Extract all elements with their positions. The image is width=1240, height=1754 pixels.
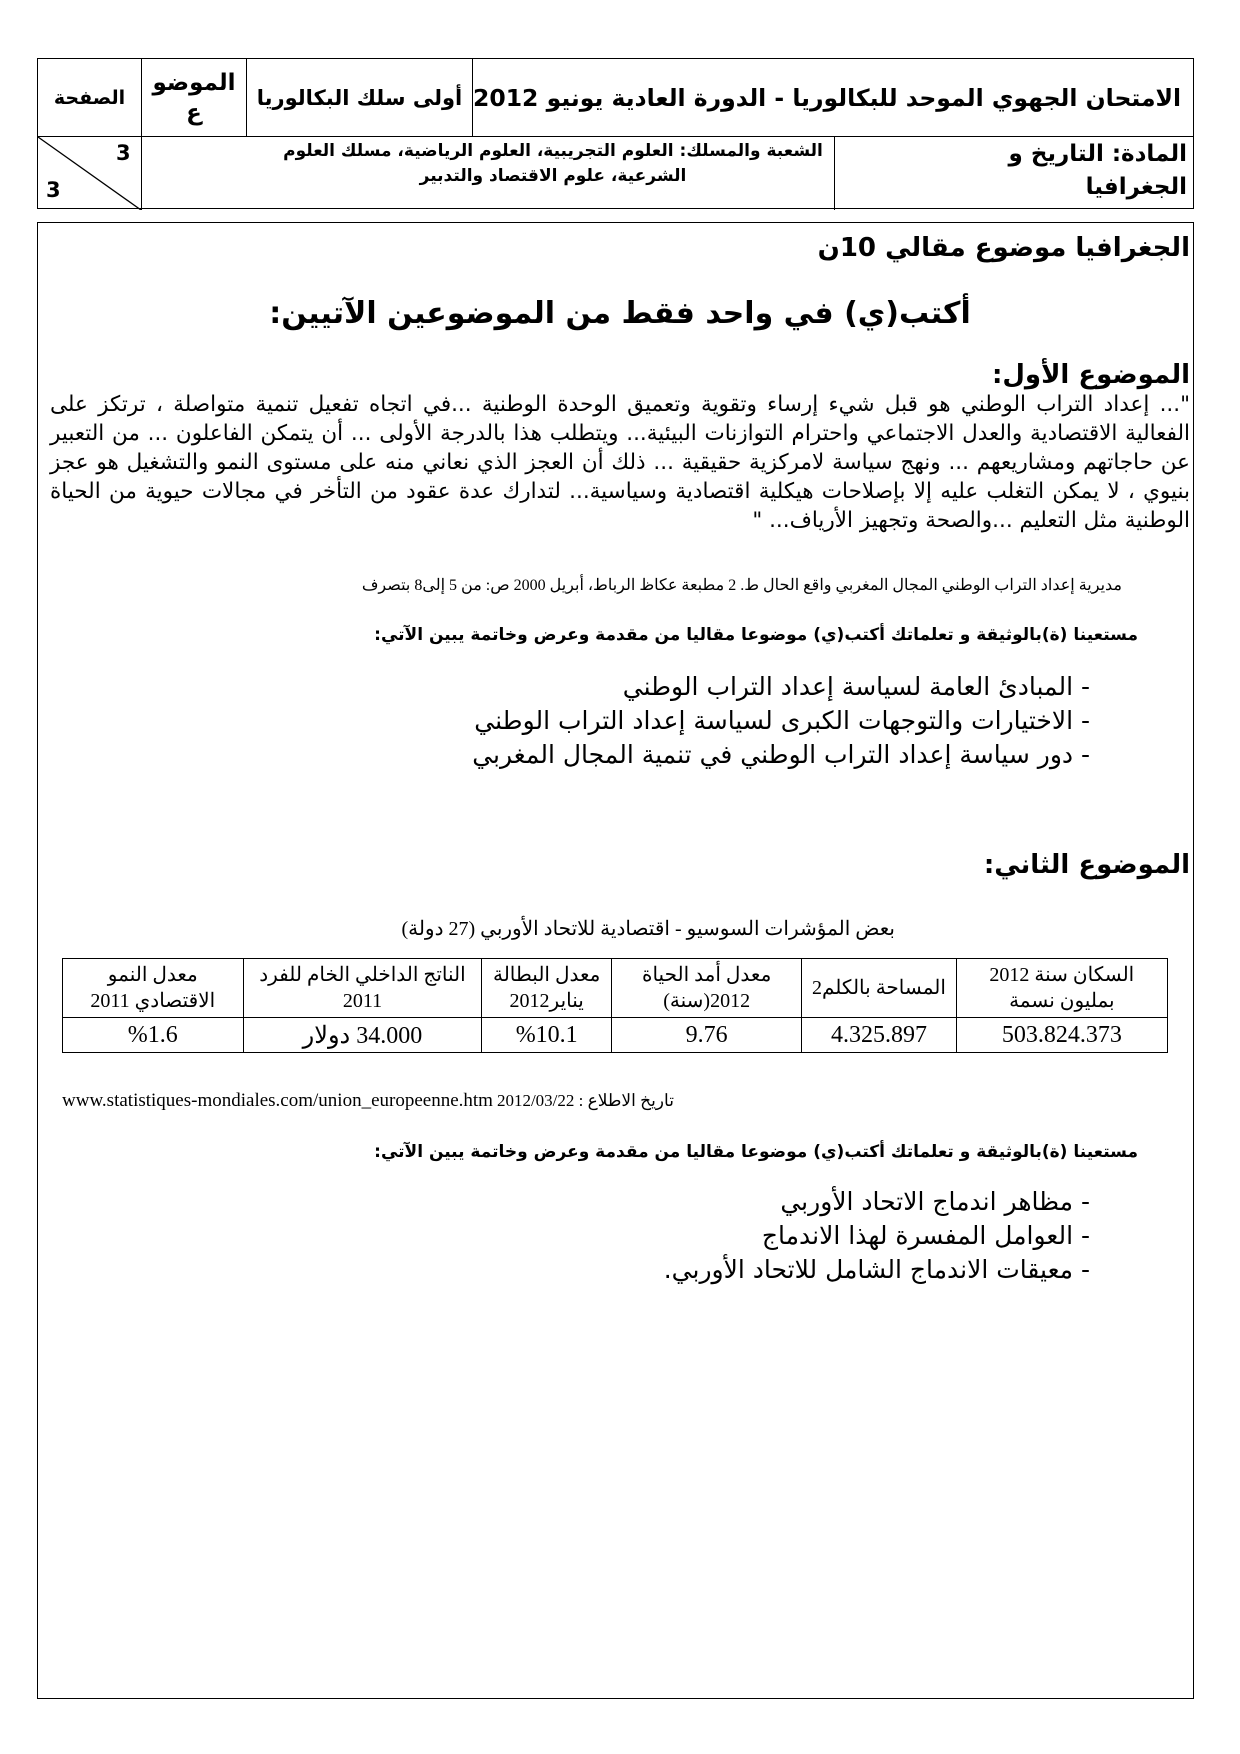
exam-title: الامتحان الجهوي الموحد للبكالوريا - الدورة العادية يونيو 2012 bbox=[472, 59, 1195, 136]
table-cell: 34.000 دولار bbox=[243, 1018, 482, 1053]
streams: الشعبة والمسلك: العلوم التجريبية، العلوم الرياضية، مسلك العلوم الشرعية، علوم الاقتصاد والتدبير bbox=[141, 137, 834, 210]
table-cell: %10.1 bbox=[482, 1018, 612, 1053]
table-header-cell: معدل أمد الحياة 2012(سنة) bbox=[612, 959, 802, 1018]
indicators-table bbox=[62, 958, 1168, 1053]
table-header-row bbox=[63, 959, 1168, 1018]
topic1-source: مديرية إعداد التراب الوطني المجال المغربي واقع الحال ط. 2 مطبعة عكاظ الرباط، أبريل 2000 ص: من 5 إلى8 بتصرف bbox=[361, 577, 1122, 594]
table-cell: 9.76 bbox=[612, 1018, 802, 1053]
header-row-bottom bbox=[38, 137, 1193, 210]
topic2-point: - العوامل المفسرة لهذا الاندماج bbox=[761, 1221, 1090, 1250]
table-cell: 4.325.897 bbox=[802, 1018, 956, 1053]
table-header-cell: المساحة بالكلم2 bbox=[802, 959, 956, 1018]
instruction: أكتب(ي) في واحد فقط من الموضوعين الآتيين: bbox=[269, 296, 971, 331]
topic1-point: - المبادئ العامة لسياسة إعداد التراب الوطني bbox=[622, 672, 1090, 701]
topic1-quote: "... إعداد التراب الوطني هو قبل شيء إرساء وتقوية وتعميق الوحدة الوطنية ...في اتجاه تفعيل تنمية متواصلة ، ترتكز على الفعالية الاقتصادية والعدل الاجتماعي واحترام التوازنات البيئية... ويتطلب هذا بالدرجة الأولى ... أن يتمكن الفاعلون ... من التعبير عن حاجاتهم ومشاريعهم ... ونهج سياسة لامركزية حقيقية ... ذلك أن العجز الذي نعاني منه على مستوى النمو والتشغيل هو عجز بنيوي ، لا يمكن التغلب عليه إلا بإصلاحات هيكلية اقتصادية وسياسية... لتدارك عدة عقود من التأخر في مجالات حيوية من الحياة الوطنية مثل التعليم ...والصحة وتجهيز الأرياف... " bbox=[50, 392, 1190, 533]
page-number-cell bbox=[38, 137, 141, 210]
topic1-point: - الاختيارات والتوجهات الكبرى لسياسة إعداد التراب الوطني bbox=[474, 706, 1090, 735]
topic1-task: مستعينا (ة)بالوثيقة و تعلماتك أكتب(ي) موضوعا مقاليا من مقدمة وعرض وخاتمة يبين الآتي: bbox=[374, 625, 1138, 645]
header-row-top bbox=[38, 59, 1193, 137]
topic2-source bbox=[62, 1090, 674, 1112]
table-cell: 503.824.373 bbox=[956, 1018, 1167, 1053]
topic2-table-caption: بعض المؤشرات السوسيو - اقتصادية للاتحاد الأوربي (27 دولة) bbox=[401, 918, 895, 940]
topic1-title: الموضوع الأول: bbox=[991, 360, 1190, 390]
level-label: أولى سلك البكالوريا bbox=[246, 59, 472, 136]
table-header-cell: معدل النمو الاقتصادي 2011 bbox=[63, 959, 244, 1018]
source-url: www.statistiques-mondiales.com/union_europeenne.htm bbox=[62, 1090, 493, 1111]
exam-header bbox=[37, 58, 1194, 209]
subject-name: المادة: التاريخ و الجغرافيا bbox=[834, 137, 1195, 210]
table-header-cell: السكان سنة 2012 بمليون نسمة bbox=[956, 959, 1167, 1018]
table-header-cell: الناتج الداخلي الخام للفرد 2011 bbox=[243, 959, 482, 1018]
table-row bbox=[63, 1018, 1168, 1053]
topic2-point: - مظاهر اندماج الاتحاد الأوربي bbox=[780, 1187, 1090, 1216]
topic1-points bbox=[472, 670, 1090, 772]
topic2-points bbox=[664, 1185, 1090, 1287]
page-total: 3 bbox=[46, 178, 61, 202]
table-header-cell: معدل البطالة يناير2012 bbox=[482, 959, 612, 1018]
access-date: تاريخ الاطلاع : 2012/03/22 bbox=[496, 1091, 674, 1110]
page-label: الصفحة bbox=[53, 86, 126, 109]
topic1-point: - دور سياسة إعداد التراب الوطني في تنمية المجال المغربي bbox=[472, 740, 1090, 769]
subject-label: الموضو ع bbox=[141, 59, 246, 136]
topic2-title: الموضوع الثاني: bbox=[983, 850, 1190, 880]
topic2-task: مستعينا (ة)بالوثيقة و تعلماتك أكتب(ي) موضوعا مقاليا من مقدمة وعرض وخاتمة يبين الآتي: bbox=[374, 1142, 1138, 1162]
topic2-point: - معيقات الاندماج الشامل للاتحاد الأوربي. bbox=[663, 1255, 1090, 1284]
section-title: الجغرافيا موضوع مقالي 10ن bbox=[817, 233, 1190, 263]
table-cell: %1.6 bbox=[63, 1018, 244, 1053]
page-current: 3 bbox=[116, 141, 131, 165]
